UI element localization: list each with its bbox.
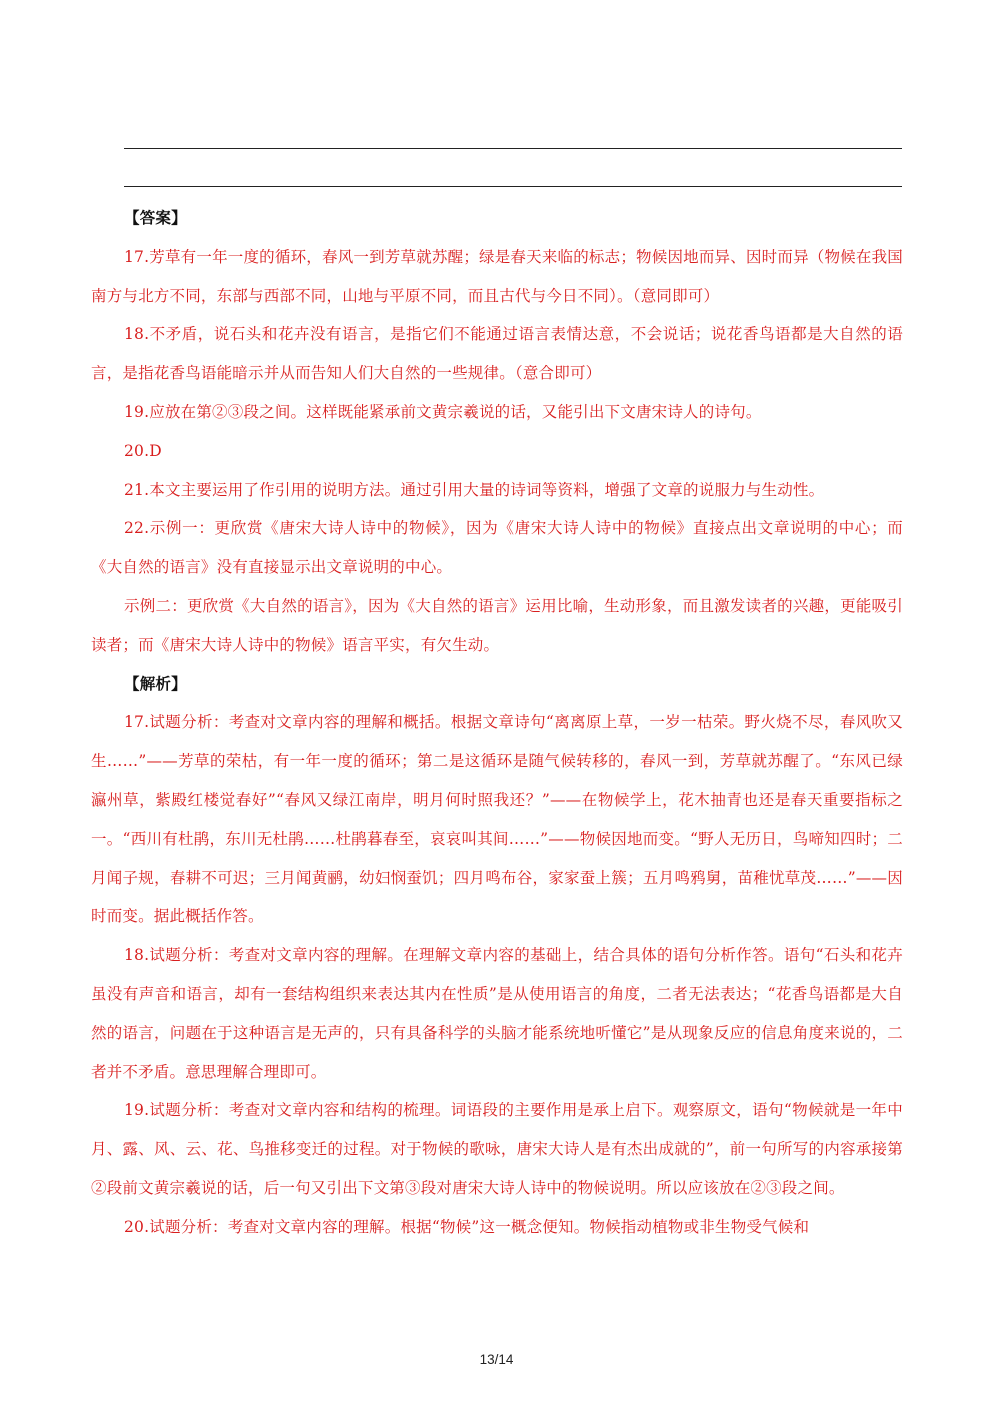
answer-19: 19.应放在第②③段之间。这样既能紧承前文黄宗羲说的话，又能引出下文唐宋诗人的诗句。: [124, 402, 762, 421]
analysis-heading: 【解析】: [124, 673, 187, 693]
answer-22-example-2: 示例二：更欣赏《大自然的语言》，因为《大自然的语言》运用比喻，生动形象，而且激发读者的兴趣，更能吸引读者；而《唐宋大诗人诗中的物候》语言平实，有欠生动。: [91, 596, 903, 654]
answer-18: 18.不矛盾，说石头和花卉没有语言，是指它们不能通过语言表情达意，不会说话；说花香鸟语都是大自然的语言，是指花香鸟语能暗示并从而告知人们大自然的一些规律。（意合即可）: [91, 325, 903, 383]
answer-content: [91, 199, 903, 1247]
analysis-18: 18.试题分析：考查对文章内容的理解。在理解文章内容的基础上，结合具体的语句分析作答。语句“石头和花卉虽没有声音和语言，却有一套结构组织来表达其内在性质”是从使用语言的角度，二者无法表达；“花香鸟语都是大自然的语言，问题在于这种语言是无声的，只有具备科学的头脑才能系统地听懂它”是从现象反应的信息角度来说的，二者并不矛盾。意思理解合理即可。: [91, 946, 903, 1081]
answer-line-1: [124, 148, 902, 149]
answer-heading: 【答案】: [124, 208, 187, 227]
answer-17: 17.芳草有一年一度的循环，春风一到芳草就苏醒；绿是春天来临的标志；物候因地而异、因时而异（物候在我国南方与北方不同，东部与西部不同，山地与平原不同，而且古代与今日不同）。（意同即可）: [91, 247, 903, 305]
answer-21: 21.本文主要运用了作引用的说明方法。通过引用大量的诗词等资料，增强了文章的说服力与生动性。: [124, 480, 825, 499]
answer-line-2: [124, 186, 902, 187]
analysis-17: 17.试题分析：考查对文章内容的理解和概括。根据文章诗句“离离原上草，一岁一枯荣。野火烧不尽，春风吹又生……”——芳草的荣枯，有一年一度的循环；第二是这循环是随气候转移的，春风一到，芳草就苏醒了。“东风已绿瀛州草，紫殿红楼觉春好”“春风又绿江南岸，明月何时照我还？”——在物候学上，花木抽青也还是春天重要指标之一。“西川有杜鹃，东川无杜鹃……杜鹃暮春至，哀哀叫其间……”——物候因地而变。“野人无历日，鸟啼知四时；二月闻子规，春耕不可迟；三月闻黄鹂，幼妇悯蚕饥；四月鸣布谷，家家蚕上簇；五月鸣鸦舅，苗稚忧草茂……”——因时而变。据此概括作答。: [91, 713, 903, 926]
answer-22-example-1: 22.示例一：更欣赏《唐宋大诗人诗中的物候》，因为《唐宋大诗人诗中的物候》直接点出文章说明的中心；而《大自然的语言》没有直接显示出文章说明的中心。: [91, 519, 903, 577]
analysis-20: 20.试题分析：考查对文章内容的理解。根据“物候”这一概念便知。物候指动植物或非生物受气候和: [124, 1217, 810, 1236]
page-number: 13/14: [479, 1352, 514, 1367]
answer-20: 20.D: [124, 441, 162, 460]
analysis-19: 19.试题分析：考查对文章内容和结构的梳理。词语段的主要作用是承上启下。观察原文，语句“物候就是一年中月、露、风、云、花、鸟推移变迁的过程。对于物候的歌咏，唐宋大诗人是有杰出成就的”，前一句所写的内容承接第②段前文黄宗羲说的话，后一句又引出下文第③段对唐宋大诗人诗中的物候说明。所以应该放在②③段之间。: [91, 1101, 903, 1197]
